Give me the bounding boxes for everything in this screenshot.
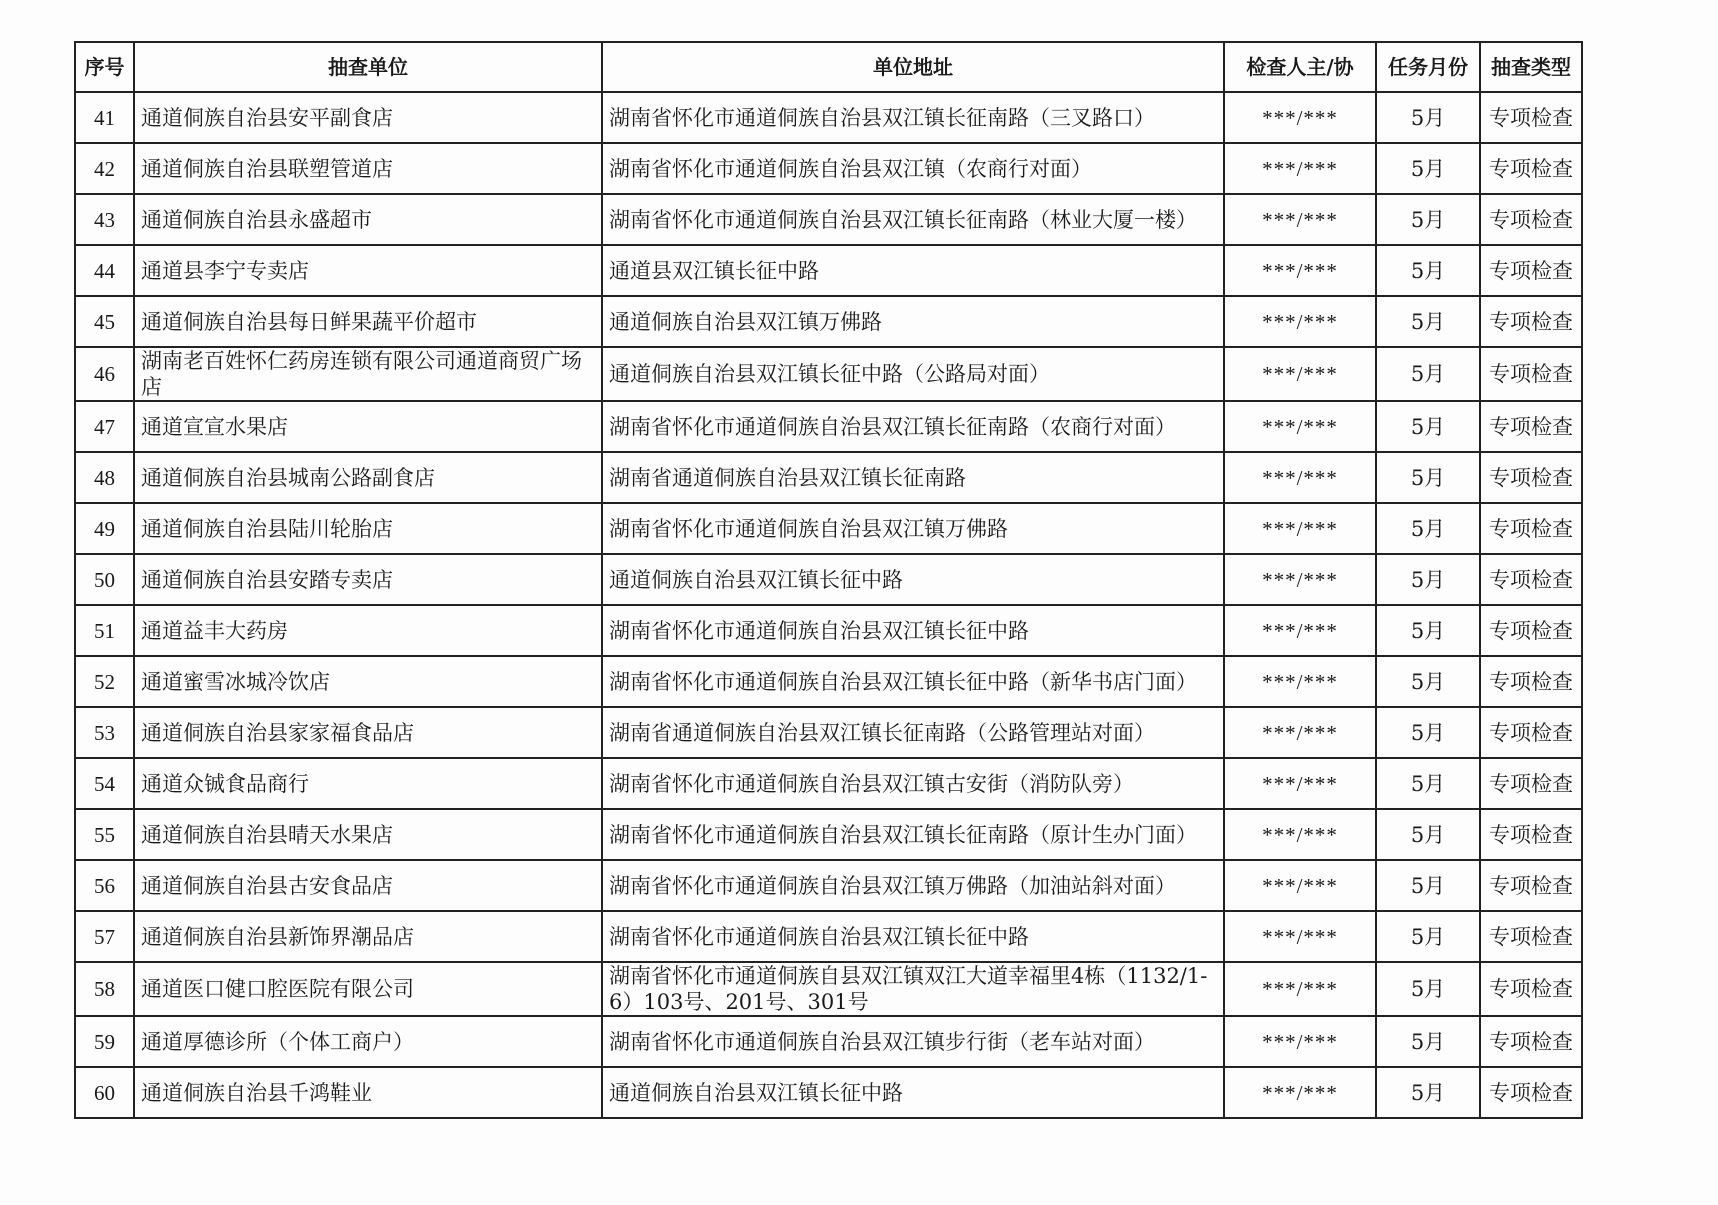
cell-unit: 通道侗族自治县每日鲜果蔬平价超市 (134, 296, 602, 347)
cell-inspector: ***/*** (1224, 758, 1376, 809)
cell-type: 专项检查 (1480, 245, 1582, 296)
cell-no: 58 (75, 962, 134, 1016)
cell-address: 湖南省怀化市通道侗族自治县双江镇长征中路 (602, 911, 1224, 962)
cell-address: 湖南省怀化市通道侗族自治县双江镇步行街（老车站对面） (602, 1016, 1224, 1067)
cell-unit: 通道县李宁专卖店 (134, 245, 602, 296)
cell-unit: 通道侗族自治县家家福食品店 (134, 707, 602, 758)
cell-inspector: ***/*** (1224, 347, 1376, 401)
cell-type: 专项检查 (1480, 503, 1582, 554)
cell-inspector: ***/*** (1224, 1067, 1376, 1118)
cell-inspector: ***/*** (1224, 962, 1376, 1016)
cell-type: 专项检查 (1480, 605, 1582, 656)
cell-month: 5月 (1376, 143, 1480, 194)
cell-no: 45 (75, 296, 134, 347)
table-row (75, 503, 1582, 554)
cell-no: 56 (75, 860, 134, 911)
cell-type: 专项检查 (1480, 758, 1582, 809)
cell-unit: 湖南老百姓怀仁药房连锁有限公司通道商贸广场店 (134, 347, 602, 401)
cell-inspector: ***/*** (1224, 143, 1376, 194)
cell-no: 42 (75, 143, 134, 194)
inspection-table (74, 41, 1583, 1119)
cell-type: 专项检查 (1480, 554, 1582, 605)
cell-month: 5月 (1376, 707, 1480, 758)
cell-unit: 通道侗族自治县永盛超市 (134, 194, 602, 245)
table-header-row (75, 42, 1582, 92)
cell-unit: 通道厚德诊所（个体工商户） (134, 1016, 602, 1067)
cell-type: 专项检查 (1480, 1016, 1582, 1067)
cell-no: 41 (75, 92, 134, 143)
cell-type: 专项检查 (1480, 347, 1582, 401)
cell-no: 59 (75, 1016, 134, 1067)
cell-address: 湖南省怀化市通道侗族自治县双江镇长征中路（新华书店门面） (602, 656, 1224, 707)
cell-type: 专项检查 (1480, 656, 1582, 707)
cell-type: 专项检查 (1480, 452, 1582, 503)
cell-month: 5月 (1376, 1067, 1480, 1118)
cell-unit: 通道蜜雪冰城冷饮店 (134, 656, 602, 707)
cell-type: 专项检查 (1480, 1067, 1582, 1118)
cell-no: 60 (75, 1067, 134, 1118)
table-row (75, 656, 1582, 707)
table-row (75, 605, 1582, 656)
cell-inspector: ***/*** (1224, 911, 1376, 962)
cell-no: 43 (75, 194, 134, 245)
cell-unit: 通道益丰大药房 (134, 605, 602, 656)
cell-address: 湖南省通道侗族自治县双江镇长征南路 (602, 452, 1224, 503)
cell-unit: 通道宣宣水果店 (134, 401, 602, 452)
cell-inspector: ***/*** (1224, 809, 1376, 860)
cell-address: 湖南省怀化市通道侗族自治县双江镇古安街（消防队旁） (602, 758, 1224, 809)
cell-address: 通道县双江镇长征中路 (602, 245, 1224, 296)
cell-address: 湖南省怀化市通道侗族自治县双江镇（农商行对面） (602, 143, 1224, 194)
cell-inspector: ***/*** (1224, 554, 1376, 605)
cell-type: 专项检查 (1480, 860, 1582, 911)
cell-inspector: ***/*** (1224, 605, 1376, 656)
cell-month: 5月 (1376, 605, 1480, 656)
cell-no: 50 (75, 554, 134, 605)
table-row (75, 911, 1582, 962)
cell-no: 51 (75, 605, 134, 656)
cell-address: 湖南省怀化市通道侗族自治县双江镇万佛路 (602, 503, 1224, 554)
cell-unit: 通道侗族自治县城南公路副食店 (134, 452, 602, 503)
cell-unit: 通道侗族自治县陆川轮胎店 (134, 503, 602, 554)
cell-unit: 通道侗族自治县千鸿鞋业 (134, 1067, 602, 1118)
cell-address: 湖南省怀化市通道侗族自治县双江镇长征南路（三叉路口） (602, 92, 1224, 143)
cell-address: 湖南省怀化市通道侗族自治县双江镇长征中路 (602, 605, 1224, 656)
cell-unit: 通道侗族自治县晴天水果店 (134, 809, 602, 860)
cell-type: 专项检查 (1480, 92, 1582, 143)
header-no: 序号 (75, 42, 134, 92)
cell-month: 5月 (1376, 554, 1480, 605)
cell-inspector: ***/*** (1224, 92, 1376, 143)
table-row (75, 809, 1582, 860)
cell-month: 5月 (1376, 809, 1480, 860)
table-row (75, 401, 1582, 452)
cell-month: 5月 (1376, 656, 1480, 707)
table-row (75, 296, 1582, 347)
cell-month: 5月 (1376, 194, 1480, 245)
cell-inspector: ***/*** (1224, 245, 1376, 296)
table-row (75, 707, 1582, 758)
cell-unit: 通道侗族自治县古安食品店 (134, 860, 602, 911)
cell-month: 5月 (1376, 860, 1480, 911)
cell-no: 48 (75, 452, 134, 503)
cell-address: 通道侗族自治县双江镇长征中路 (602, 1067, 1224, 1118)
cell-type: 专项检查 (1480, 809, 1582, 860)
header-type: 抽查类型 (1480, 42, 1582, 92)
cell-month: 5月 (1376, 962, 1480, 1016)
cell-address: 通道侗族自治县双江镇万佛路 (602, 296, 1224, 347)
cell-address: 湖南省通道侗族自治县双江镇长征南路（公路管理站对面） (602, 707, 1224, 758)
cell-inspector: ***/*** (1224, 656, 1376, 707)
cell-unit: 通道侗族自治县联塑管道店 (134, 143, 602, 194)
table-row (75, 245, 1582, 296)
cell-type: 专项检查 (1480, 401, 1582, 452)
cell-type: 专项检查 (1480, 296, 1582, 347)
cell-month: 5月 (1376, 401, 1480, 452)
table-row (75, 860, 1582, 911)
table-row (75, 554, 1582, 605)
cell-unit: 通道侗族自治县安平副食店 (134, 92, 602, 143)
table-row (75, 92, 1582, 143)
cell-month: 5月 (1376, 92, 1480, 143)
table-row (75, 1067, 1582, 1118)
table-row (75, 452, 1582, 503)
table-row (75, 758, 1582, 809)
cell-no: 57 (75, 911, 134, 962)
cell-type: 专项检查 (1480, 962, 1582, 1016)
cell-no: 47 (75, 401, 134, 452)
cell-type: 专项检查 (1480, 143, 1582, 194)
table-row (75, 143, 1582, 194)
cell-no: 53 (75, 707, 134, 758)
cell-month: 5月 (1376, 503, 1480, 554)
cell-address: 湖南省怀化市通道侗族自县双江镇双江大道幸福里4栋（1132/1-6）103号、201号、301号 (602, 962, 1224, 1016)
cell-unit: 通道侗族自治县新饰界潮品店 (134, 911, 602, 962)
cell-month: 5月 (1376, 911, 1480, 962)
cell-month: 5月 (1376, 452, 1480, 503)
cell-no: 49 (75, 503, 134, 554)
cell-inspector: ***/*** (1224, 860, 1376, 911)
cell-inspector: ***/*** (1224, 194, 1376, 245)
cell-month: 5月 (1376, 347, 1480, 401)
cell-inspector: ***/*** (1224, 707, 1376, 758)
cell-no: 52 (75, 656, 134, 707)
cell-unit: 通道侗族自治县安踏专卖店 (134, 554, 602, 605)
header-inspector: 检查人主/协 (1224, 42, 1376, 92)
cell-no: 46 (75, 347, 134, 401)
header-month: 任务月份 (1376, 42, 1480, 92)
cell-unit: 通道众铖食品商行 (134, 758, 602, 809)
table-row (75, 194, 1582, 245)
cell-inspector: ***/*** (1224, 1016, 1376, 1067)
cell-type: 专项检查 (1480, 707, 1582, 758)
table-row (75, 962, 1582, 1016)
cell-address: 通道侗族自治县双江镇长征中路（公路局对面） (602, 347, 1224, 401)
table-body (75, 92, 1582, 1118)
header-address: 单位地址 (602, 42, 1224, 92)
cell-inspector: ***/*** (1224, 401, 1376, 452)
cell-month: 5月 (1376, 1016, 1480, 1067)
cell-address: 湖南省怀化市通道侗族自治县双江镇长征南路（原计生办门面） (602, 809, 1224, 860)
cell-month: 5月 (1376, 296, 1480, 347)
cell-address: 通道侗族自治县双江镇长征中路 (602, 554, 1224, 605)
cell-inspector: ***/*** (1224, 503, 1376, 554)
cell-inspector: ***/*** (1224, 452, 1376, 503)
cell-no: 54 (75, 758, 134, 809)
cell-no: 55 (75, 809, 134, 860)
cell-type: 专项检查 (1480, 911, 1582, 962)
cell-unit: 通道医口健口腔医院有限公司 (134, 962, 602, 1016)
cell-address: 湖南省怀化市通道侗族自治县双江镇万佛路（加油站斜对面） (602, 860, 1224, 911)
cell-address: 湖南省怀化市通道侗族自治县双江镇长征南路（林业大厦一楼） (602, 194, 1224, 245)
table-row (75, 1016, 1582, 1067)
header-unit: 抽查单位 (134, 42, 602, 92)
table-row (75, 347, 1582, 401)
cell-inspector: ***/*** (1224, 296, 1376, 347)
cell-month: 5月 (1376, 245, 1480, 296)
cell-address: 湖南省怀化市通道侗族自治县双江镇长征南路（农商行对面） (602, 401, 1224, 452)
cell-month: 5月 (1376, 758, 1480, 809)
cell-type: 专项检查 (1480, 194, 1582, 245)
cell-no: 44 (75, 245, 134, 296)
